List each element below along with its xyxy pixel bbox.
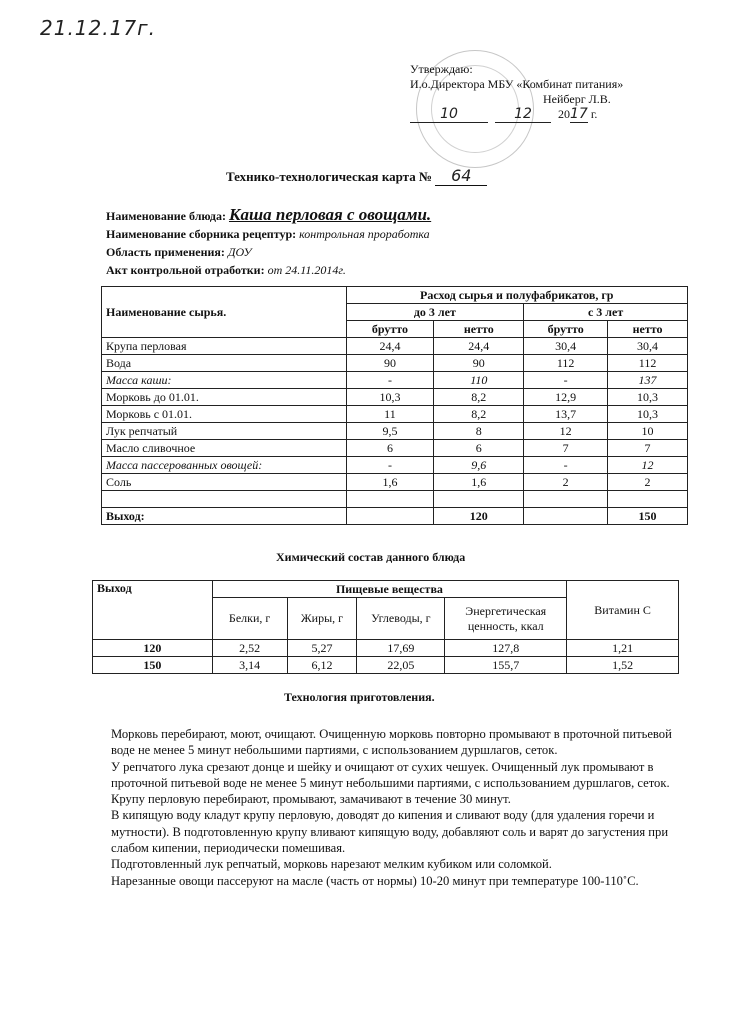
chem-fat: 6,12 (287, 657, 357, 674)
approval-date-year-prefix: 20 (558, 107, 570, 121)
approval-block (410, 62, 623, 123)
approval-date-suffix: г. (590, 107, 598, 121)
ingredient-b1: - (346, 372, 434, 389)
ingredient-b1: 11 (346, 406, 434, 423)
approval-date-month: 12 (495, 107, 551, 123)
output-cell (346, 508, 434, 525)
ingredient-row (102, 338, 688, 355)
ingredient-b1: 24,4 (346, 338, 434, 355)
ingredient-row (102, 389, 688, 406)
ingredient-n1: 24,4 (434, 338, 524, 355)
ingredient-b2: 112 (524, 355, 608, 372)
ingredient-n2: 30,4 (608, 338, 688, 355)
ingredient-b2: 30,4 (524, 338, 608, 355)
ingredient-b1: - (346, 457, 434, 474)
technology-paragraph: Подготовленный лук репчатый, морковь нарезают мелким кубиком или соломкой. (111, 857, 552, 872)
area-row (106, 243, 431, 261)
ingredient-b2: 7 (524, 440, 608, 457)
technology-paragraph: Нарезанные овощи пассеруют на масле (часть от нормы) 10-20 минут при температуре 100-110˚С. (111, 873, 639, 888)
chem-energy: 127,8 (445, 640, 567, 657)
ingredient-n2 (608, 491, 688, 508)
chem-col-carb: Углеводы, г (357, 598, 445, 640)
ingredient-name: Морковь до 01.01. (102, 389, 347, 406)
ingredient-n1: 8 (434, 423, 524, 440)
ingredient-n2: 7 (608, 440, 688, 457)
ingredient-b1: 1,6 (346, 474, 434, 491)
ingredient-row (102, 406, 688, 423)
approval-name: Нейберг Л.В. (543, 92, 611, 106)
ingredient-row (102, 423, 688, 440)
chem-table (92, 580, 679, 674)
ingredient-name: Масса каши: (102, 372, 347, 389)
chem-row (93, 640, 679, 657)
chem-energy: 155,7 (445, 657, 567, 674)
collection-value: контрольная проработка (299, 227, 430, 241)
area-label: Область применения: (106, 245, 225, 259)
ingredient-n1: 9,6 (434, 457, 524, 474)
technology-paragraph: В кипящую воду кладут крупу перловую, доводят до кипения и сливают воду (для удаления горечи и мутности). В подготовленную крупу вливают кипящую воду, добавляют соль и варят до загустения при слабом кипении, периодически помешивая. (111, 808, 669, 856)
approval-date-year: 17 (570, 106, 588, 122)
approval-signatory (410, 92, 623, 107)
col-name-header: Наименование сырья. (102, 287, 347, 338)
chem-vitc: 1,21 (567, 640, 679, 657)
ingredient-n1: 1,6 (434, 474, 524, 491)
ingredient-name: Соль (102, 474, 347, 491)
ingredient-b1 (346, 491, 434, 508)
ingredient-n2: 2 (608, 474, 688, 491)
ingredient-name: Масло сливочное (102, 440, 347, 457)
chem-fat: 5,27 (287, 640, 357, 657)
dish-label: Наименование блюда: (106, 209, 226, 223)
collection-row (106, 225, 431, 243)
chem-carb: 22,05 (357, 657, 445, 674)
ingredient-b2: 2 (524, 474, 608, 491)
ingredient-name (102, 491, 347, 508)
chem-col-output: Выход (93, 581, 213, 640)
net-header: нетто (434, 321, 524, 338)
chem-col-energy: Энергетическая ценность, ккал (445, 598, 567, 640)
ingredient-b2: - (524, 457, 608, 474)
age-under3-header: до 3 лет (346, 304, 524, 321)
dish-meta (106, 206, 431, 279)
ingredient-n1: 90 (434, 355, 524, 372)
gross-header: брутто (346, 321, 434, 338)
act-row (106, 261, 431, 279)
chem-col-protein: Белки, г (212, 598, 287, 640)
ingredient-row (102, 457, 688, 474)
chem-col-vitc: Витамин С (567, 581, 679, 640)
chem-title: Химический состав данного блюда (276, 550, 466, 564)
handwritten-date: 21.12.17г. (40, 16, 156, 40)
ingredient-b1: 10,3 (346, 389, 434, 406)
ingredient-name: Морковь с 01.01. (102, 406, 347, 423)
chem-output: 150 (93, 657, 213, 674)
dish-name: Каша перловая с овощами. (228, 205, 432, 224)
card-title (226, 166, 487, 186)
ingredient-n2: 112 (608, 355, 688, 372)
ingredient-n1: 110 (434, 372, 524, 389)
ingredient-n1 (434, 491, 524, 508)
collection-label: Наименование сборника рецептур: (106, 227, 297, 241)
ingredients-table (101, 286, 688, 525)
chem-output: 120 (93, 640, 213, 657)
chem-protein: 2,52 (212, 640, 287, 657)
ingredient-n2: 10,3 (608, 389, 688, 406)
ingredient-n2: 12 (608, 457, 688, 474)
chem-col-fat: Жиры, г (287, 598, 357, 640)
dish-name-row (106, 206, 431, 225)
output-under3: 120 (434, 508, 524, 525)
ingredient-b2 (524, 491, 608, 508)
ingredient-b1: 90 (346, 355, 434, 372)
approval-date-day: 10 (410, 107, 488, 123)
chem-vitc: 1,52 (567, 657, 679, 674)
technology-paragraph: Крупу перловую перебирают, промывают, замачивают в течение 30 минут. (111, 792, 511, 807)
ingredient-name: Масса пассерованных овощей: (102, 457, 347, 474)
card-number: 64 (435, 166, 487, 186)
card-title-text: Технико-технологическая карта № (226, 169, 433, 184)
act-label: Акт контрольной отработки: (106, 263, 265, 277)
technology-paragraph: У репчатого лука срезают донце и шейку и очищают от сухих чешуек. Очищенный лук промывают в проточной питьевой воде не менее 5 минут небольшими партиями, с использованием дуршлагов, сеток. (111, 759, 670, 790)
ingredient-n2: 10 (608, 423, 688, 440)
ingredient-n2: 10,3 (608, 406, 688, 423)
col-group-header: Расход сырья и полуфабрикатов, гр (346, 287, 687, 304)
ingredient-n1: 8,2 (434, 406, 524, 423)
ingredient-b2: 12,9 (524, 389, 608, 406)
ingredient-name: Вода (102, 355, 347, 372)
ingredient-n1: 6 (434, 440, 524, 457)
ingredient-n2: 137 (608, 372, 688, 389)
ingredient-b2: 13,7 (524, 406, 608, 423)
gross-header: брутто (524, 321, 608, 338)
ingredient-n1: 8,2 (434, 389, 524, 406)
ingredient-row (102, 474, 688, 491)
ingredient-row (102, 491, 688, 508)
technology-text (111, 726, 686, 889)
ingredient-b1: 9,5 (346, 423, 434, 440)
chem-col-nutrients: Пищевые вещества (212, 581, 567, 598)
ingredient-row (102, 372, 688, 389)
approval-line-2: И.о.Директора МБУ «Комбинат питания» (410, 77, 624, 91)
technology-paragraph: Морковь перебирают, моют, очищают. Очищенную морковь повторно промывают в проточной питьевой воде не менее 5 минут небольшими партиями, с использованием дуршлагов, сеток. (111, 727, 672, 758)
output-over3: 150 (608, 508, 688, 525)
output-cell (524, 508, 608, 525)
net-header: нетто (608, 321, 688, 338)
ingredient-row (102, 355, 688, 372)
ingredient-name: Лук репчатый (102, 423, 347, 440)
ingredient-name: Крупа перловая (102, 338, 347, 355)
approval-line-1: Утверждаю: (410, 62, 473, 76)
age-over3-header: с 3 лет (524, 304, 688, 321)
chem-row (93, 657, 679, 674)
ingredient-b2: 12 (524, 423, 608, 440)
approval-date (410, 107, 623, 123)
act-value: от 24.11.2014г. (267, 263, 346, 277)
chem-carb: 17,69 (357, 640, 445, 657)
area-value: ДОУ (227, 245, 252, 259)
technology-title: Технология приготовления. (284, 690, 435, 704)
ingredient-row (102, 440, 688, 457)
chem-protein: 3,14 (212, 657, 287, 674)
ingredient-b1: 6 (346, 440, 434, 457)
output-label: Выход: (102, 508, 347, 525)
ingredient-b2: - (524, 372, 608, 389)
